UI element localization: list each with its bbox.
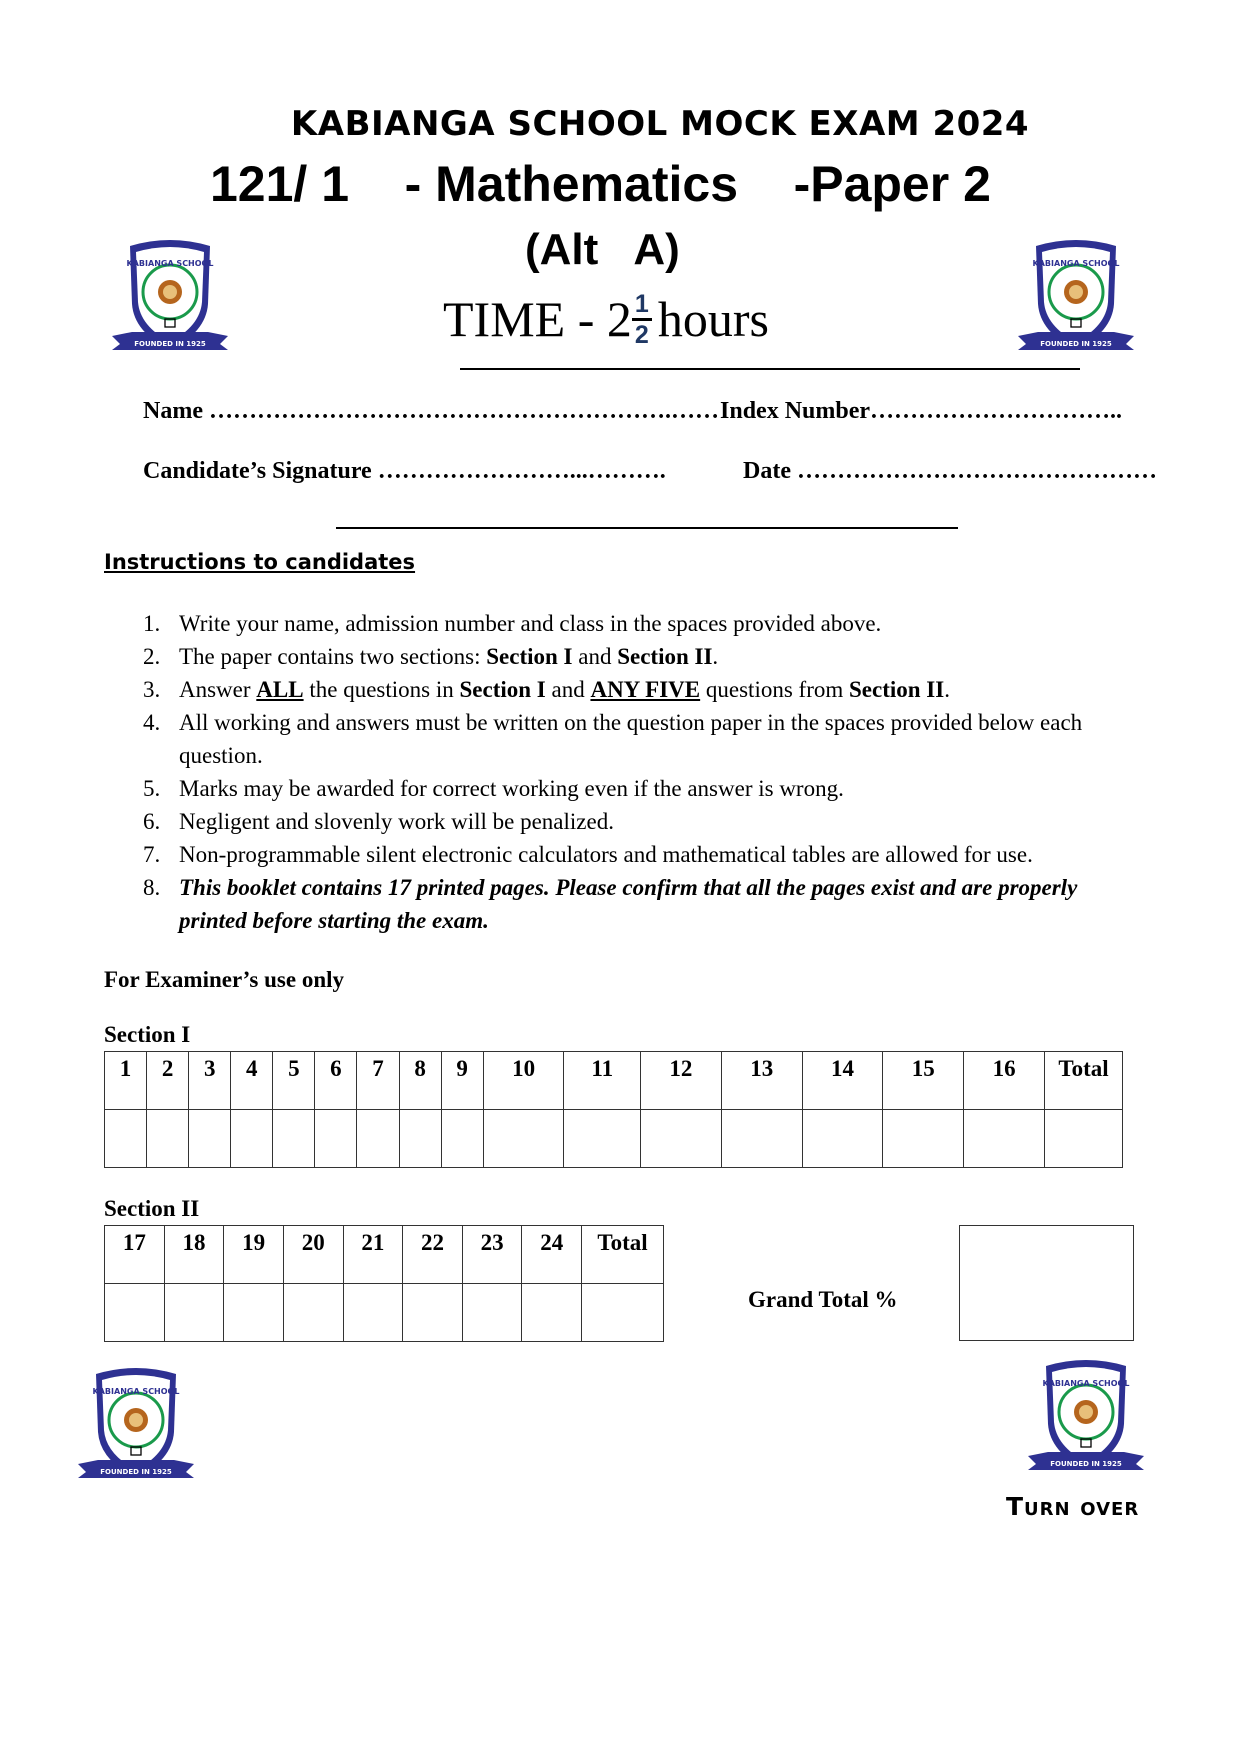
instruction-item: 4. All working and answers must be written on the question paper in the spaces provided below each question. <box>143 706 1133 772</box>
logo-school-text: KABIANGA SCHOOL <box>92 1387 180 1396</box>
school-crest-logo <box>74 1364 198 1488</box>
section-2-marks-table <box>104 1225 664 1342</box>
instruction-item: 5. Marks may be awarded for correct working even if the answer is wrong. <box>143 772 1133 805</box>
index-number-field[interactable]: Index Number………………………….. <box>720 398 1123 424</box>
table-header-cell: 13 <box>721 1052 802 1110</box>
table-header-cell: 15 <box>883 1052 964 1110</box>
school-crest-logo <box>108 236 232 360</box>
score-cell[interactable] <box>164 1284 224 1342</box>
instruction-item: 3. Answer ALL the questions in Section I and ANY FIVE questions from Section II. <box>143 673 1133 706</box>
table-header-cell: 21 <box>343 1226 403 1284</box>
alt-label: (Alt A) <box>525 225 680 274</box>
instruction-item: 1. Write your name, admission number and class in the spaces provided above. <box>143 607 1133 640</box>
grand-total-label: Grand Total % <box>748 1287 898 1312</box>
score-cell[interactable] <box>283 1284 343 1342</box>
time-allowed <box>443 290 769 348</box>
section-2-label: Section II <box>104 1196 200 1221</box>
instruction-item: 6. Negligent and slovenly work will be penalized. <box>143 805 1133 838</box>
instruction-number: 8. <box>143 875 161 900</box>
score-cell[interactable] <box>1045 1110 1123 1168</box>
header-divider <box>460 368 1080 370</box>
instruction-number: 3. <box>143 677 161 702</box>
score-cell[interactable] <box>582 1284 664 1342</box>
score-cell[interactable] <box>105 1110 147 1168</box>
score-cell[interactable] <box>147 1110 189 1168</box>
time-fraction <box>632 291 652 348</box>
school-crest-logo <box>1024 1356 1148 1480</box>
table-header-cell: 3 <box>189 1052 231 1110</box>
instruction-number: 2. <box>143 644 161 669</box>
table-header-cell: 6 <box>315 1052 357 1110</box>
score-cell[interactable] <box>802 1110 883 1168</box>
table-header-cell: 2 <box>147 1052 189 1110</box>
score-cell[interactable] <box>105 1284 165 1342</box>
score-cell[interactable] <box>483 1110 564 1168</box>
signature-field[interactable]: Candidate’s Signature ……………………...………. <box>143 458 666 484</box>
score-cell[interactable] <box>641 1110 722 1168</box>
instruction-number: 7. <box>143 842 161 867</box>
score-cell[interactable] <box>403 1284 463 1342</box>
table-header-cell: 5 <box>273 1052 315 1110</box>
section-1-label: Section I <box>104 1022 191 1047</box>
score-cell[interactable] <box>564 1110 641 1168</box>
table-header-cell: 1 <box>105 1052 147 1110</box>
score-cell[interactable] <box>399 1110 441 1168</box>
time-fraction-denominator: 2 <box>634 320 649 349</box>
time-fraction-numerator: 1 <box>634 289 649 318</box>
table-header-cell: 12 <box>641 1052 722 1110</box>
score-cell[interactable] <box>231 1110 273 1168</box>
name-field[interactable]: Name ………………………………………………….…… <box>143 398 719 424</box>
time-prefix: TIME - 2 <box>443 291 632 347</box>
table-header-cell: Total <box>582 1226 664 1284</box>
table-header-cell: 10 <box>483 1052 564 1110</box>
table-header-cell: 7 <box>357 1052 399 1110</box>
date-field[interactable]: Date ……………………………………… <box>743 458 1157 484</box>
table-header-cell: 4 <box>231 1052 273 1110</box>
score-cell[interactable] <box>522 1284 582 1342</box>
instruction-number: 6. <box>143 809 161 834</box>
table-score-row <box>105 1110 1123 1168</box>
turn-over-label: Turn over <box>1006 1492 1140 1521</box>
score-cell[interactable] <box>441 1110 483 1168</box>
school-exam-title: KABIANGA SCHOOL MOCK EXAM 2024 <box>290 104 1030 144</box>
fields-divider <box>336 527 958 529</box>
table-score-row <box>105 1284 664 1342</box>
instruction-item: 2. The paper contains two sections: Section I and Section II. <box>143 640 1133 673</box>
score-cell[interactable] <box>883 1110 964 1168</box>
score-cell[interactable] <box>189 1110 231 1168</box>
logo-school-text: KABIANGA SCHOOL <box>126 259 214 268</box>
table-header-cell: 19 <box>224 1226 284 1284</box>
table-header-row <box>105 1052 1123 1110</box>
logo-founded-text: FOUNDED IN 1925 <box>1050 1460 1122 1468</box>
paper-title: 121/ 1 - Mathematics -Paper 2 <box>210 156 991 212</box>
table-header-cell: Total <box>1045 1052 1123 1110</box>
score-cell[interactable] <box>721 1110 802 1168</box>
score-cell[interactable] <box>964 1110 1045 1168</box>
table-header-cell: 20 <box>283 1226 343 1284</box>
logo-school-text: KABIANGA SCHOOL <box>1032 259 1120 268</box>
table-header-cell: 22 <box>403 1226 463 1284</box>
grand-total-box[interactable] <box>959 1225 1134 1341</box>
table-header-cell: 8 <box>399 1052 441 1110</box>
instruction-number: 5. <box>143 776 161 801</box>
logo-founded-text: FOUNDED IN 1925 <box>134 340 206 348</box>
table-header-cell: 18 <box>164 1226 224 1284</box>
score-cell[interactable] <box>315 1110 357 1168</box>
table-header-cell: 24 <box>522 1226 582 1284</box>
score-cell[interactable] <box>273 1110 315 1168</box>
table-header-cell: 11 <box>564 1052 641 1110</box>
score-cell[interactable] <box>343 1284 403 1342</box>
examiner-use-title: For Examiner’s use only <box>104 967 344 992</box>
instructions-title: Instructions to candidates <box>104 550 416 574</box>
table-header-row <box>105 1226 664 1284</box>
table-header-cell: 9 <box>441 1052 483 1110</box>
score-cell[interactable] <box>462 1284 522 1342</box>
time-suffix: hours <box>657 291 769 347</box>
score-cell[interactable] <box>224 1284 284 1342</box>
instruction-number: 1. <box>143 611 161 636</box>
school-crest-logo <box>1014 236 1138 360</box>
instructions-list <box>143 607 1133 937</box>
table-header-cell: 23 <box>462 1226 522 1284</box>
instruction-item: 7. Non-programmable silent electronic calculators and mathematical tables are allowed for use. <box>143 838 1133 871</box>
logo-founded-text: FOUNDED IN 1925 <box>100 1468 172 1476</box>
logo-school-text: KABIANGA SCHOOL <box>1042 1379 1130 1388</box>
table-header-cell: 16 <box>964 1052 1045 1110</box>
section-1-marks-table <box>104 1051 1123 1168</box>
instruction-item: 8. This booklet contains 17 printed pages. Please confirm that all the pages exist and are properly printed before starting the exam. <box>143 871 1133 937</box>
table-header-cell: 14 <box>802 1052 883 1110</box>
table-header-cell: 17 <box>105 1226 165 1284</box>
instruction-number: 4. <box>143 710 161 735</box>
score-cell[interactable] <box>357 1110 399 1168</box>
logo-founded-text: FOUNDED IN 1925 <box>1040 340 1112 348</box>
